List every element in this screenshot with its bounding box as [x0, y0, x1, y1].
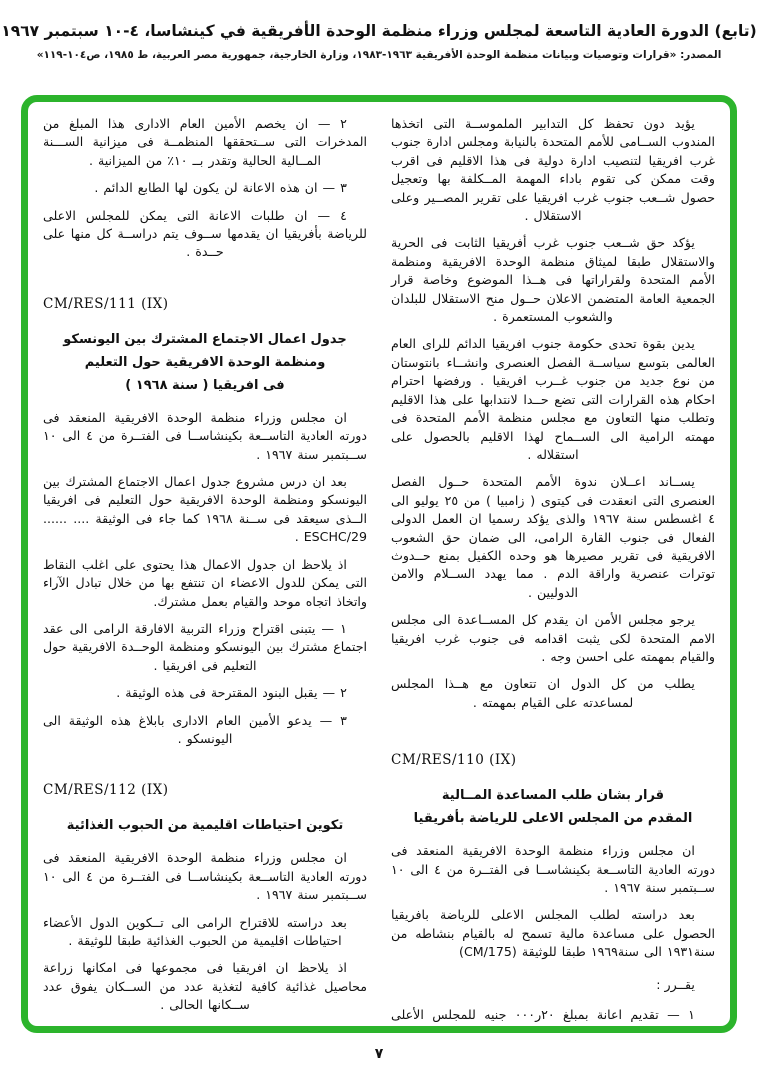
green-border-frame	[21, 95, 737, 1033]
resolution-110-item4: ٤ — ان طلبات الاعانة التى يمكن للمجلس الاعلى للرياضة بأفريقيا ان يقدمها ســوف يتم دراســة كل منها على حــدة .	[43, 207, 367, 260]
resolution-111-study: بعد ان درس مشروع جدول اعمال الاجتماع المشترك بين اليونسكو ومنظمة الوحدة الافريقية حول التعليم فى افريقيا الــذى سيعقد فى ســنة ١٩٦٨ كما جاء فى الوثيقة .... ...... ESCHC/29 .	[43, 474, 367, 545]
resolution-111-title	[43, 330, 367, 395]
column-left	[43, 115, 367, 1016]
resolution-110-study: بعد دراسته لطلب المجلس الاعلى للرياضة بافريقيا الحصول على مساعدة مالية تسمح له بالقيام بنشاطه من سنة١٩٣١ الى سنة١٩٦٩ طبقا للوثيقة (CM/175)	[391, 907, 715, 960]
resolution-code-111: CM/RES/111 (IX)	[43, 295, 169, 312]
resolution-112-study: بعد دراسته للاقتراح الرامى الى تــكوين الدول الأعضاء احتياطات اقليمية من الحبوب الغذائية طبقا للوثيقة .	[43, 914, 347, 948]
paragraph-approve: يؤيد دون تحفظ كل التدابير الملموســة التى اتخذها المندوب الســامى للأمم المتحدة بالنيابة ومجلس ادارة جنوب غرب افريقيا لتنصيب ادارة دولية فى هذا الاقليم فى اقرب وقت ممكن كى تقوم باداء المهمة المــكلفة بها وتعجيل حصول شــعب جنوب غرب افريقيا على تقرير المصــير وعلى الاستقلال .	[391, 116, 715, 224]
resolution-111-item2: ٢ — يقبل البنود المقترحة فى هذه الوثيقة .	[116, 685, 347, 701]
resolution-111-session: ان مجلس وزراء منظمة الوحدة الافريقية المنعقد فى دورته العادية التاســعة بكينشاســا فى الفتــرة من ٤ الى ١٠ ســبتمبر سنة ١٩٦٧ .	[43, 409, 367, 462]
resolution-112-session: ان مجلس وزراء منظمة الوحدة الافريقية المنعقد فى دورته العادية التاســعة بكينشاســا فى الفتــرة من ٤ الى ١٠ ســبتمبر سنة ١٩٦٧ .	[43, 850, 367, 903]
column-right	[391, 115, 716, 1033]
resolution-111-item3: ٣ — يدعو الأمين العام الادارى بابلاغ هذه الوثيقة الى اليونسكو .	[43, 712, 347, 746]
paragraph-request-council: يرجو مجلس الأمن ان يقدم كل المســاعدة الى مجلس الامم المتحدة لكى يثبت اقدامه فى جنوب غرب افريقيا والقيام بمهمته على احسن وجه .	[391, 612, 715, 664]
resolution-110-title-line1: قرار بشان طلب المساعدة المــالية	[441, 788, 665, 804]
resolution-110-item3: ٣ — ان هذه الاعانة لن يكون لها الطابع الدائم .	[94, 180, 347, 196]
resolution-112-note: اذ يلاحظ ان افريقيا فى مجموعها فى امكانها زراعة محاصيل غذائية كافية لتغذية عدد من الســكان يفوق عدد ســكانها الحالى .	[43, 960, 367, 1013]
resolution-code-110: CM/RES/110 (IX)	[391, 752, 517, 769]
resolution-110-title-line2: المقدم من المجلس الاعلى للرياضة بأفريقيا	[413, 811, 693, 827]
resolution-110-item2: ٢ — ان يخصم الأمين العام الادارى هذا المبلغ من المدخرات التى ســتحققها المنظمــة فى ميزانية الســـنة المــالية الحالية وتقدر بــ ١٠٪ من الميزانية .	[43, 116, 367, 168]
resolution-112-title-line1: تكوين احتياطات اقليمية من الحبوب الغذائية	[66, 818, 344, 834]
resolution-110-session: ان مجلس وزراء منظمة الوحدة الافريقية المنعقد فى دورته العادية التاســعة بكينشاســا فى الفتــرة من ٤ الى ١٠ ســبتمبر سنة ١٩٦٧ .	[391, 843, 715, 895]
resolution-111-item1: ١ — يتبنى اقتراح وزراء التربية الافارقة الرامى الى عقد اجتماع مشترك بين اليونسكو ومنظمة الوحــدة الافريقية حول التعليم فى افريقيا .	[43, 620, 367, 673]
resolution-111-title-line1: جدول اعمال الاجتماع المشترك بين اليونسكو	[63, 331, 347, 347]
resolution-111-title-line2: ومنظمة الوحدة الافريقية حول التعليم	[84, 354, 326, 370]
resolution-110-item1: ١ — تقديم اعانة بمبلغ ٢٠ر٠٠٠ جنيه للمجلس الأعلى للرياضة بافريقيا .	[391, 1007, 695, 1033]
two-column-layout	[43, 115, 716, 1033]
page-header	[0, 22, 758, 61]
header-title: (تابع) الدورة العادية التاسعة لمجلس وزراء منظمة الوحدة الأفريقية في كينشاسا، ٤-١٠ سبتمبر ١٩٦٧	[1, 22, 757, 40]
resolution-110-title	[391, 786, 715, 828]
paragraph-request-states: يطلب من كل الدول ان تتعاون مع هــذا المجلس لمساعدته على القيام بمهمته .	[391, 676, 695, 710]
page-number: ٧	[374, 1046, 384, 1062]
resolution-111-note: اذ يلاحظ ان جدول الاعمال هذا يحتوى على اغلب النقاط التى يمكن للدول الاعضاء ان تنتفع بها من خلال تبادل الآراء واتخاذ اتجاه موحد والقيام بعمل مشترك.	[43, 556, 367, 609]
paragraph-affirm: يؤكد حق شــعب جنوب غرب أفريقيا الثابت فى الحرية والاستقلال طبقا لميثاق منظمة الوحدة الافريقية ومنظمة الأمم المتحدة ولقراراتها فى هــذا الموضوع وخاصة قرار الجمعية العامة المتضمن الاعلان حــول منح الاستقلال للبلدان والشعوب المستعمرة .	[391, 235, 715, 325]
header-source-line: المصدر: «قرارات وتوصيات وبيانات منظمة الوحدة الأفريقية ١٩٦٣-١٩٨٣، وزارة الخارجية، جمهورية مصر العربية، ط ١٩٨٥، ص١٠٤-١١٩»	[36, 49, 722, 61]
paragraph-condemn: يدين بقوة تحدى حكومة جنوب افريقيا الدائم للراى العام العالمى بتوسع سياســة الفصل العنصرى وانشــاء بانتوستان من نوع جديد من جنوب غــرب افريقيا . ورفضها احترام احكام هذه القرارات التى تضع حــدا لانتدابها على هذا الاقليم وتطلب منها التعاون مع مجلس منظمة الأمم المتحدة فى مهمته الرامية الى الســماح لهذا الاقليم بالحصول على استقلاله .	[391, 336, 715, 462]
resolution-111-title-line3: فى افريقيا ( سنة ١٩٦٨ )	[125, 377, 285, 393]
resolution-112-title	[43, 816, 367, 835]
resolution-code-112: CM/RES/112 (IX)	[43, 782, 169, 799]
resolution-110-decides: يقــرر :	[656, 976, 695, 992]
paragraph-support: يســاند اعــلان ندوة الأمم المتحدة حــول الفصل العنصرى التى انعقدت فى كيتوى ( زامبيا ) من ٢٥ يوليو الى ٤ اغسطس سنة ١٩٦٧ والذى يؤكد رسميا ان العمل الدولى الفعال فى جنوب القارة الرامى، الى ضمان حق الشعوب الافريقية فى تقرير مصيرها هو وحده الكفيل بمنع حــدوث توترات عنصرية واراقة الدم . مما يهدد الســلام والامن الدوليين .	[391, 474, 716, 600]
